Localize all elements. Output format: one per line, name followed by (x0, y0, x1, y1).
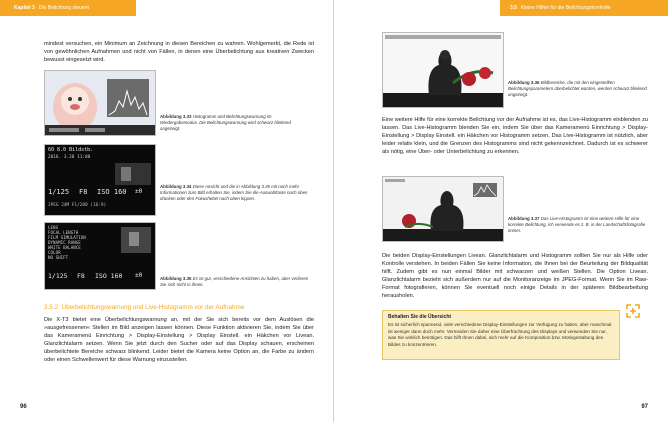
figure-3-37-text: Das Live-Histogramm ist eine weitere Hilfe für eine korrekte Belichtung, ich verwende es z. B. in der Landschaftsfotografie immer. (508, 216, 646, 233)
right-header-chapter: 3.5 (510, 5, 517, 11)
lcd-date: 2016. 3.28 11:00 (48, 155, 91, 160)
lcd-line-6: NO SHIFT (48, 255, 69, 260)
right-paragraph-1: Eine weitere Hilfe für eine korrekte Belichtung vor der Aufnahme ist es, das Live-Histogramm einblenden zu lassen. Das Live-Histogramm blenden Sie ein, indem Sie über das Kameramenü Einrichtung > Display-Einstellung > Display Einstell. ein Häkchen vor Histogramm setzen. Das Live-Histogramm ist nützlich, aber leider relativ klein, und die Grenzen des Histogramms sind nicht gekennzeichnet. Dadurch ist es schwerer als nötig, eine Über- oder Unterbelichtung zu erkennen. (382, 117, 648, 155)
lcd-detail-lines (48, 225, 86, 260)
lcd-line-0: LENS (48, 225, 59, 230)
figure-3-33-caption (160, 114, 310, 132)
lcd-mini-thumbnail (121, 227, 151, 253)
section-heading (44, 304, 314, 311)
figure-3-37-image (382, 176, 504, 242)
lcd-detail-aperture: F8 (77, 272, 85, 280)
focus-frame-icon (626, 304, 640, 318)
right-paragraph-2: Die beiden Display-Einstellungen Livean. Glanzlichtalarm und Histogramm sollten Sie nur als Hilfe oder Kontrolle verstehen. In beiden Fällen Sie keine Information, die Ihnen bei der Beurteilung der Bildqualität hilft. Zudem gibt es nun einmal Bilder mit schwarzen und weißen Stellen. Die Option Livean. Glanzlichtalarm bezieht sich außerdem nur auf die Monitoranzeige im JPEG-Format. Wenn Sie im Raw-Format fotografieren, können Sie eventuell noch einige Details in der späteren Bildbearbeitung herausholen. (382, 253, 648, 299)
figure-3-36-label: Abbildung 3.36 (508, 80, 540, 85)
figure-3-37-caption (508, 216, 648, 234)
figure-3-33-text: Histogramm und Belichtungswarnung im Wiedergabemodus. Die Belichtungswarnung wird schwarz blinkend angezeigt. (160, 114, 291, 131)
left-header-title: Die Belichtung steuern (38, 5, 90, 11)
figure-3-36-image (382, 32, 504, 108)
lcd-thumbnail (45, 163, 155, 187)
lcd-ev: ±0 (135, 188, 143, 195)
lcd-top-line: 60 8.0 Bildstb. (48, 147, 94, 153)
right-page-number: 97 (641, 404, 648, 410)
lcd-detail-iso: ISO 160 (95, 272, 123, 280)
lcd-line-1: FOCAL LENGTH (48, 230, 79, 235)
left-header-chapter: Kapitel 3 (14, 5, 35, 11)
lcd-detail-ev: ±0 (135, 272, 143, 279)
tip-text: Es ist sicherlich spannend, viele verschiedene Display-Einstellungen zur Verfügung zu haben, aber manchmal ist weniger dann doch mehr. Vermeiden Sie daher eine Überfrachtung des Displays und verwenden Sie nur, was Sie wirklich benötigen. Das hilft Ihnen dabei, sich mehr auf die Komposition bzw. Motivgestaltung des Bildes zu konzentrieren. (388, 322, 612, 347)
lcd-iso: ISO 160 (97, 188, 127, 196)
right-header-title: Kleine Hilfen für die Belichtungskontrolle (520, 5, 611, 11)
live-histogram-screenshot (383, 177, 503, 241)
figure-3-36-text: Bildbereiche, die mit den eingestellten Belichtungsparametern überbelichtet würden, werden schwarz blinkend angezeigt. (508, 80, 647, 97)
figure-3-35-label: Abbildung 3.35 (160, 276, 192, 281)
figure-3-34-text: Diese Ansicht und die in Abbildung 3.35 mit noch mehr Informationen zum Bild erhalten Sie, indem Sie die Auswahltaste nach oben drücken oder den Fokushebel nach oben kippen. (160, 184, 308, 201)
lcd-line-2: FILM SIMULATION (48, 235, 86, 240)
section-paragraph: Die X-T3 bietet eine Überbelichtungswarnung an, mit der Sie sich bereits vor dem Auslösen die »ausgefressenen« Stellen im Bild anzeigen lassen können. Diese Funktion aktivieren Sie, indem Sie über das Kameramenü Einrichtung > Display-Einstellung > Display Einstell. ein Häkchen vor Livean. Glanzlichtalarm setzen. Wenn Sie jetzt durch den Sucher oder auf das Display schauen, erscheinen überbelichtete Bereiche schwarz blinkend. Leider bietet die Kamera keine Option an, die Farbe zu ändern oder einen Schwellenwert für diese Warnung einzustellen. (44, 317, 314, 363)
tip-box (382, 310, 620, 360)
section-number: 3.5.2 (44, 304, 59, 311)
figure-3-33-image (44, 70, 156, 136)
lcd-bottom-line: JPEG 24M F1/200 (16:9) (48, 203, 107, 208)
lcd-detail-shutter: 1/125 (48, 272, 68, 280)
figure-3-34-label: Abbildung 3.34 (160, 184, 192, 189)
left-page-number: 96 (20, 404, 27, 410)
tip-title: Behalten Sie die Übersicht (388, 314, 452, 320)
left-running-header (0, 0, 136, 16)
figure-3-34-caption (160, 184, 310, 202)
lcd-line-3: DYNAMIC RANGE (48, 240, 81, 245)
section-title: Überbelichtungswarnung und Live-Histogramm vor der Aufnahme (61, 304, 245, 311)
right-running-header (500, 0, 668, 16)
lcd-aperture: F8 (79, 188, 88, 196)
figure-3-35-text: Es ist gut, verschiedene Ansichten zu haben, aber verlieren Sie sich nicht in ihnen. (160, 276, 309, 287)
figure-3-33-label: Abbildung 3.33 (160, 114, 192, 119)
lcd-shutter: 1/125 (48, 188, 70, 196)
figure-3-35-caption (160, 276, 310, 288)
buddha-rose-overexposure-screenshot (383, 33, 503, 107)
lcd-line-4: WHITE BALANCE (48, 245, 81, 250)
figure-3-34-image (44, 144, 156, 216)
right-page (334, 0, 668, 422)
left-intro-paragraph: mindest versuchen, ein Minimum an Zeichnung in diesen Bereichen zu wahren. Wohlgemerkt, die Rede ist von gewöhnlichen Aufnahmen und nicht von Fällen, in denen eine Überbelichtung aus kreativen Zwecken bewusst eingesetzt wird. (44, 41, 314, 63)
histogram-playback-screenshot (45, 71, 155, 135)
figure-3-36-caption (508, 80, 648, 98)
lcd-line-5: COLOR (48, 250, 61, 255)
figure-3-35-image (44, 222, 156, 290)
figure-3-37-label: Abbildung 3.37 (508, 216, 540, 221)
